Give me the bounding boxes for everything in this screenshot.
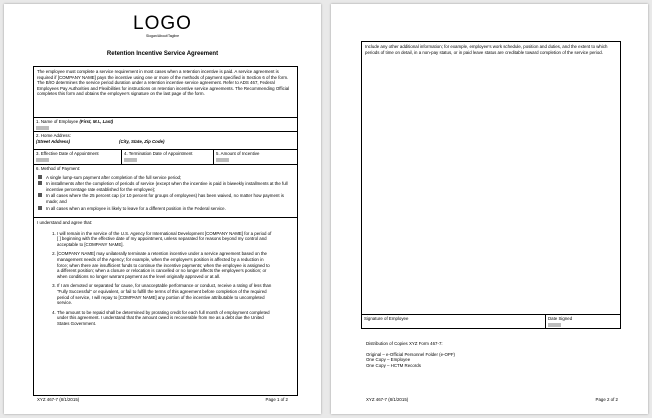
date-signed-label: Date Signed bbox=[548, 316, 573, 321]
termination-date-label: 4. Termination Date of Appointment bbox=[124, 151, 193, 156]
incentive-amount-input[interactable] bbox=[216, 158, 229, 162]
effective-date-input[interactable] bbox=[36, 158, 49, 162]
agreement-heading: I understand and agree that: bbox=[37, 220, 93, 225]
termination-date-input[interactable] bbox=[124, 158, 137, 162]
additional-info-box[interactable] bbox=[361, 41, 621, 329]
payment-option-1[interactable] bbox=[38, 175, 295, 181]
employee-name-hint: (First, M.I., Last) bbox=[79, 119, 114, 124]
distribution-section bbox=[366, 341, 455, 368]
payment-option-text: A single lump-sum payment after completion of the full service period; bbox=[46, 174, 182, 180]
agreement-section bbox=[34, 218, 298, 333]
payment-option-2[interactable] bbox=[38, 181, 295, 192]
term-item: 1. I will remain in the service of the U.S. Agency for International Development [COMPANY NAME] for a period of [ ] beginning with the effective date of my appointment, unless separated for reasons beyond my control and acceptable to [COMPANY NAME]. bbox=[57, 231, 273, 248]
logo-tagline: Slogan/About/Tagline bbox=[145, 34, 180, 38]
form-frame bbox=[33, 66, 298, 396]
incentive-amount-field[interactable] bbox=[214, 150, 298, 165]
additional-info-text: Include any other additional information; for example, employee's work schedule, position and duties, and the extent to which periods of time on detail, in a non-pay status, or in paid leave status are creditable toward completion of the service period. bbox=[365, 44, 608, 55]
page-title: Retention Incentive Service Agreement bbox=[106, 51, 219, 57]
payment-option-text: In installments after the completion of periods of service (except when the incentive is paid in biweekly installments at the full incentive percentage rate established for the employee); bbox=[46, 181, 288, 192]
payment-option-4[interactable] bbox=[38, 206, 295, 212]
effective-date-label: 3. Effective Date of Appointment bbox=[36, 151, 99, 156]
instructions: The employee must complete a service requirement in most cases when a retention incentive is paid. A service agreement is required if [COMPANY NAME] pays the incentive using one or more of the methods of payment specified in Section 6 of the form. The B/IO determines the service period duration under a retention incentive service agreement. Refer to ADS 467, Federal Employees Pay Authorities and Flexibilities for instructions on retention incentive service agreements. The Recommending Official completes this form and obtains the employee's signature on the last page of the form. bbox=[34, 67, 298, 118]
signature-field[interactable] bbox=[362, 314, 546, 329]
employee-name-label: 1. Name of Employee bbox=[36, 119, 80, 124]
payment-option-3[interactable] bbox=[38, 193, 295, 204]
footer-form-number: XYZ 467-7 (8/1/2015) bbox=[37, 397, 80, 402]
employee-name-field[interactable] bbox=[34, 118, 298, 132]
term-item: 2. [COMPANY NAME] may unilaterally terminate a retention incentive under a service agreement based on the management needs of the Agency; for example, when the employee's position is affected by a reduction in force; when there are insufficient funds to continue the incentive payments; when the employee is assigned to a different position; when a closure or relocation is cancelled or no longer affects the employee's position; or when conditions no longer warrant payment as the level originally approved or at all. bbox=[57, 251, 273, 279]
payment-checkbox-4[interactable] bbox=[38, 206, 42, 210]
footer-page-number: Page 1 of 2 bbox=[265, 397, 288, 402]
distribution-line: One Copy – Employee bbox=[366, 357, 411, 363]
employee-name-input[interactable] bbox=[36, 126, 49, 130]
date-signed-input[interactable] bbox=[548, 323, 561, 327]
termination-date-field[interactable] bbox=[122, 150, 214, 165]
payment-option-text: In all cases where the 25 percent cap (or 10 percent for groups of employees) has been waived, no matter how payment is made; and bbox=[46, 193, 284, 204]
term-item: 3. If I am demoted or separated for cause, for unacceptable performance or conduct, receive a rating of less than "Fully Successful" or equivalent, or fail to fulfill the terms of this agreement before completion of the required period of service, I will repay to [COMPANY NAME] any portion of the incentive attributable to uncompleted service. bbox=[57, 283, 273, 305]
distribution-line: One Copy – HCTM Records bbox=[366, 362, 421, 368]
date-signed-field[interactable] bbox=[546, 314, 621, 329]
effective-date-field[interactable] bbox=[34, 150, 122, 165]
payment-checkbox-1[interactable] bbox=[38, 175, 42, 179]
signature-label: Signature of Employee bbox=[364, 316, 409, 321]
incentive-amount-label: 5. Amount of Incentive bbox=[216, 151, 260, 156]
city-state-zip-label: (City, State, Zip Code) bbox=[119, 138, 165, 144]
logo-text: LOGO bbox=[133, 13, 192, 34]
page-1 bbox=[4, 4, 321, 414]
street-address-label: (Street Address) bbox=[36, 138, 70, 144]
distribution-line: Original – e-Official Personnel Folder (e-OPF) bbox=[366, 351, 455, 357]
logo bbox=[4, 14, 321, 38]
home-address-field[interactable] bbox=[34, 132, 298, 150]
payment-checkbox-2[interactable] bbox=[38, 181, 42, 185]
payment-method-label: 6. Method of Payment: bbox=[36, 166, 81, 171]
term-item: 4. The amount to be repaid shall be determined by prorating credit for each full month of employment completed under this agreement. I understand that the amount owed is recoverable from me as a debt due the United States Government. bbox=[57, 310, 273, 327]
footer-form-number: XYZ 467-7 (8/1/2015) bbox=[366, 397, 409, 402]
payment-checkbox-3[interactable] bbox=[38, 193, 42, 197]
payment-option-text: In all cases when an employee is likely to leave for a different position in the Federal service. bbox=[46, 205, 226, 211]
payment-method-section bbox=[34, 165, 298, 218]
page-2 bbox=[331, 4, 648, 414]
home-address-label: 2. Home Address: bbox=[36, 133, 71, 138]
distribution-heading: Distribution of Copies XYZ Form 467-7: bbox=[366, 341, 443, 346]
footer-page-number: Page 2 of 2 bbox=[595, 397, 618, 402]
